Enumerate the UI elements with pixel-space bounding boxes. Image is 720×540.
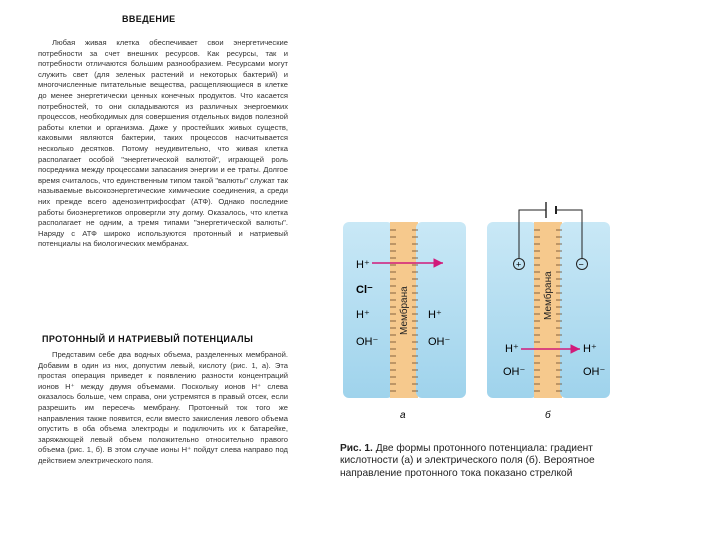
panel-b <box>487 202 610 421</box>
ion-label: H⁺ <box>356 309 370 321</box>
ion-label: OH⁻ <box>356 336 379 348</box>
potentials-paragraph: Представим себе два водных объема, разделенных мембраной. Добавим в один из них, допустим левый, кислоту (рис. 1, а). Эта простая операция приведет к появлению разности концентраций ионов H⁺ между двумя объемами. Поскольку ионов H⁺ слева оказалось больше, чем справа, они устремятся в правый отсек, если разрешить им пересечь мембрану. Протонный ток того же направления также появится, если вместо закисления левого объема опустить в оба объема электроды и подключить их к батарейке, заряжающей левый объем положительно относительно правого объема (рис. 1, б). В этом случае ионы H⁺ пойдут слева направо под действием электрического поля. <box>38 350 288 465</box>
negative-sign: − <box>578 259 584 270</box>
introduction-paragraph: Любая живая клетка обеспечивает свои энергетические потребности за счет внешних ресурсов. Как ресурсы, так и потребности отличаются большим разнообразием. Ресурсами могут служить свет (для зеленых растений и некоторых бактерий) и многочисленные питательные вещества, расщепляющиеся в клетке до менее энергетически ценных конечных продуктов. Что касается потребностей, то они складываются из различных энергоемких процессов, необходимых для совершения отдельных видов полезной работы клетки и организма. Даже у простейших живых существ, каковыми являются бактерии, таких процессов насчитывается несколько десятков. Потому неудивительно, что живая клетка располагает особой "энергетической валютой", играющей роль посредника между процессами запасания энергии и ее траты. Долгое время считалось, что единственным типом такой "валюты" служат так называемые высокоэнергетические химические соединения, а среди них прежде всего аденозинтрифосфат (АТФ). Однако последние работы биоэнергетиков опровергли эту догму. Оказалось, что клетка располагает не одним, а тремя типами "энергетической валюты". Наряду с АТФ широко используются протонный и натриевый потенциалы на биологических мембранах. <box>38 38 288 249</box>
ion-label: OH⁻ <box>428 336 451 348</box>
figure-caption <box>340 443 625 480</box>
caption-label: Рис. 1. <box>340 443 373 454</box>
ion-label: OH⁻ <box>503 366 526 378</box>
ion-label: H⁺ <box>583 343 597 355</box>
caption-text: Две формы протонного потенциала: градиент кислотности (а) и электрического поля (б). Вероятное направление протонного тока показано стрелкой <box>340 443 595 479</box>
panel-label-a: а <box>400 410 406 421</box>
membrane-label-a: Мембрана <box>399 286 410 335</box>
section-title-potentials: ПРОТОННЫЙ И НАТРИЕВЫЙ ПОТЕНЦИАЛЫ <box>42 334 254 344</box>
membrane-label-b: Мембрана <box>543 271 554 320</box>
positive-sign: + <box>516 259 522 270</box>
ion-label: Cl⁻ <box>356 284 373 296</box>
ion-label: OH⁻ <box>583 366 606 378</box>
section-title-introduction: ВВЕДЕНИЕ <box>122 14 176 24</box>
ion-label: H⁺ <box>505 343 519 355</box>
panel-label-b: б <box>545 410 551 421</box>
ion-label: H⁺ <box>428 309 442 321</box>
panel-a <box>343 222 466 421</box>
ion-label: H⁺ <box>356 259 370 271</box>
